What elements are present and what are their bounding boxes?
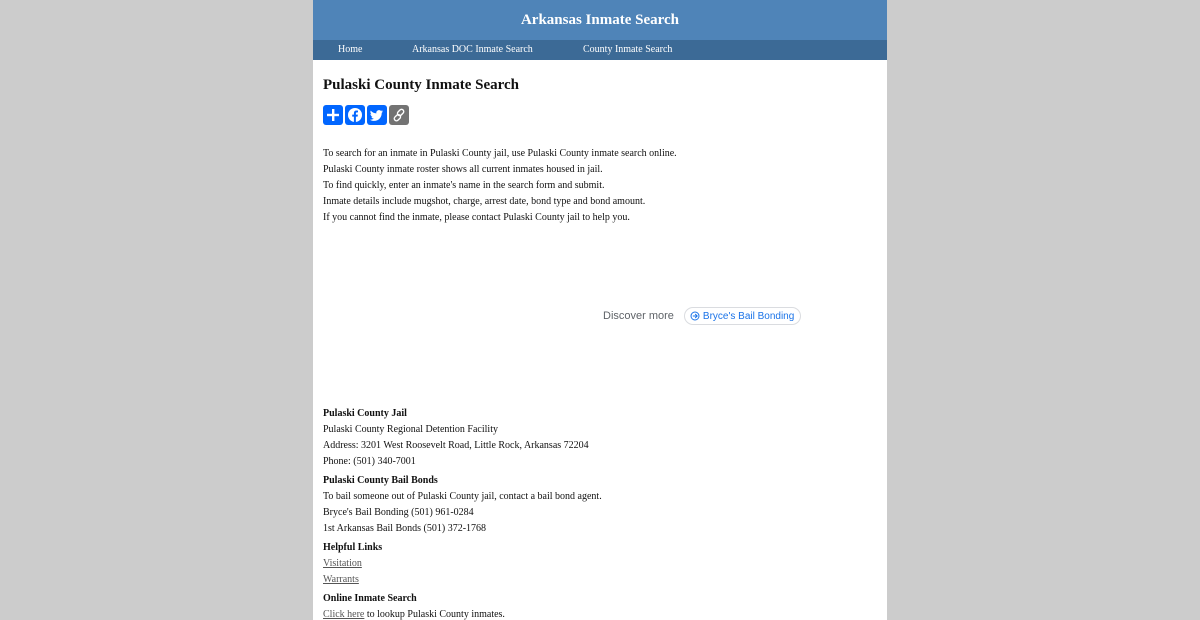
share-buttons (323, 105, 877, 125)
copy-link-icon[interactable] (389, 105, 409, 125)
visitation-link[interactable]: Visitation (323, 558, 362, 569)
discover-chip-label: Bryce's Bail Bonding (702, 310, 795, 322)
twitter-icon[interactable] (367, 105, 387, 125)
bail-agent: Bryce's Bail Bonding (501) 961-0284 (323, 507, 474, 518)
jail-heading: Pulaski County Jail (323, 408, 407, 419)
intro-line: If you cannot find the inmate, please contact Pulaski County jail to help you. (323, 212, 630, 223)
main-content (313, 60, 887, 620)
nav-county-inmate-search[interactable]: County Inmate Search (583, 44, 673, 55)
jail-address: Address: 3201 West Roosevelt Road, Little Rock, Arkansas 72204 (323, 440, 589, 451)
bail-heading: Pulaski County Bail Bonds (323, 475, 438, 486)
jail-facility: Pulaski County Regional Detention Facility (323, 424, 498, 435)
page-container (313, 0, 887, 620)
share-plus-icon[interactable] (323, 105, 343, 125)
bail-intro: To bail someone out of Pulaski County jail, contact a bail bond agent. (323, 491, 602, 502)
site-header (313, 0, 887, 40)
online-search-heading: Online Inmate Search (323, 593, 417, 604)
discover-more-bar (603, 307, 801, 325)
helpful-links-heading: Helpful Links (323, 542, 383, 553)
circle-arrow-icon (690, 311, 700, 321)
intro-line: To search for an inmate in Pulaski County jail, use Pulaski County inmate search online. (323, 148, 677, 159)
ad-area (323, 226, 877, 406)
nav-home[interactable]: Home (338, 44, 363, 55)
intro-line: To find quickly, enter an inmate's name in the search form and submit. (323, 180, 605, 191)
intro-line: Pulaski County inmate roster shows all current inmates housed in jail. (323, 164, 603, 175)
online-search-line (323, 607, 877, 620)
nav-arkansas-doc-inmate-search[interactable]: Arkansas DOC Inmate Search (412, 44, 533, 55)
intro-line: Inmate details include mugshot, charge, arrest date, bond type and bond amount. (323, 196, 646, 207)
site-title[interactable]: Arkansas Inmate Search (520, 12, 680, 28)
jail-phone: Phone: (501) 340-7001 (323, 456, 416, 467)
bail-agent: 1st Arkansas Bail Bonds (501) 372-1768 (323, 523, 487, 534)
click-here-link[interactable]: Click here (323, 609, 365, 620)
facebook-icon[interactable] (345, 105, 365, 125)
discover-more-label: Discover more (603, 310, 674, 322)
top-nav (313, 40, 887, 60)
intro-text (323, 146, 877, 226)
discover-chip-bryces-bail-bonding[interactable] (684, 307, 801, 325)
page-title: Pulaski County Inmate Search (323, 77, 519, 93)
warrants-link[interactable]: Warrants (323, 574, 359, 585)
online-search-text: to lookup Pulaski County inmates. (364, 609, 505, 620)
county-info (323, 406, 877, 620)
